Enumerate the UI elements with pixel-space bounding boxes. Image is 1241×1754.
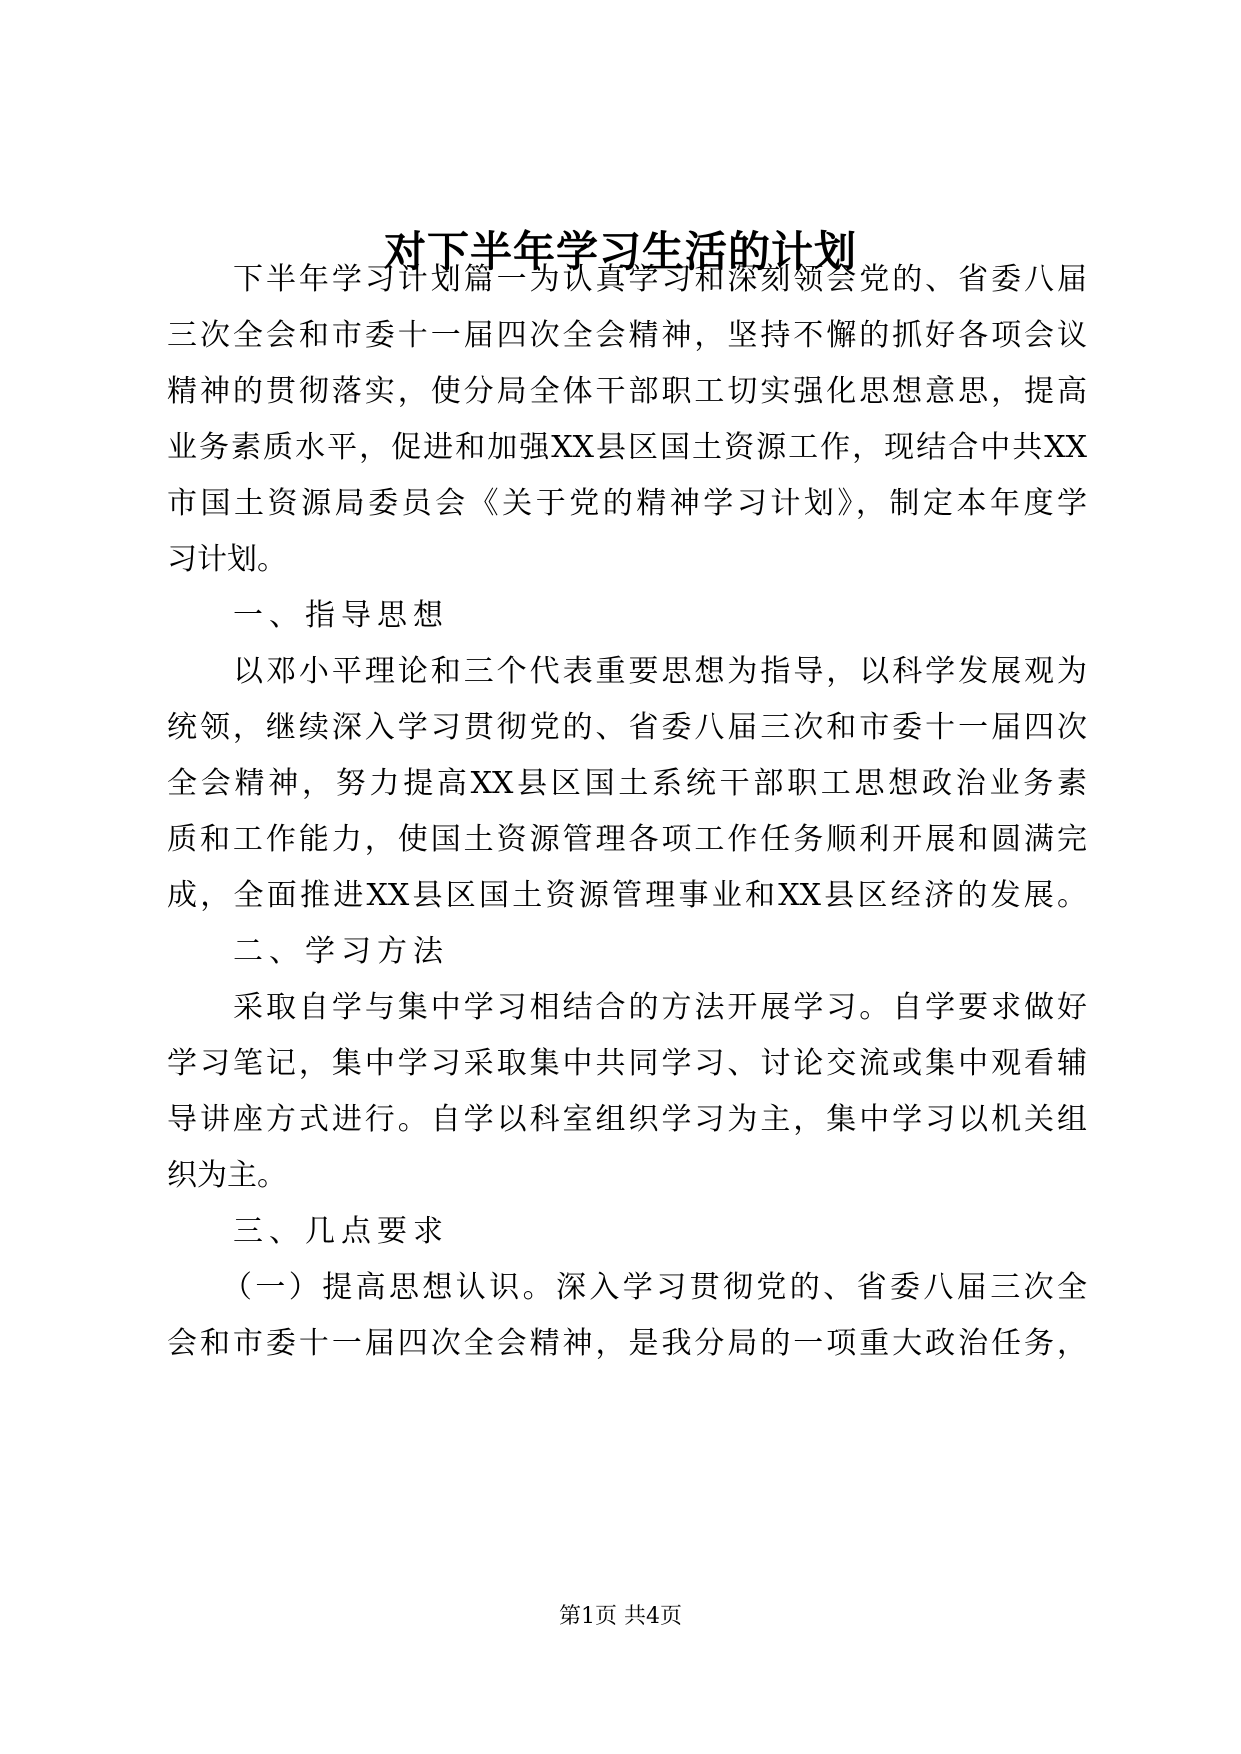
paragraph-line: 全会精神，努力提高XX县区国土系统干部职工思想政治业务素 — [167, 766, 1087, 801]
paragraph-line: 下半年学习计划篇一为认真学习和深刻领会党的、省委八届 — [233, 262, 1087, 297]
paragraph-line: （一）提高思想认识。深入学习贯彻党的、省委八届三次全 — [222, 1270, 1087, 1305]
paragraph-line: 质和工作能力，使国土资源管理各项工作任务顺利开展和圆满完 — [167, 822, 1087, 857]
section-heading: 一、指导思想 — [233, 598, 449, 633]
paragraph-line: 三次全会和市委十一届四次全会精神，坚持不懈的抓好各项会议 — [167, 318, 1087, 353]
paragraph-line: 成，全面推进XX县区国土资源管理事业和XX县区经济的发展。 — [167, 878, 1087, 913]
paragraph-line: 织为主。 — [167, 1158, 287, 1193]
paragraph-line: 学习笔记，集中学习采取集中共同学习、讨论交流或集中观看辅 — [167, 1046, 1087, 1081]
paragraph-line: 以邓小平理论和三个代表重要思想为指导，以科学发展观为 — [233, 654, 1087, 689]
paragraph-line: 导讲座方式进行。自学以科室组织学习为主，集中学习以机关组 — [167, 1102, 1087, 1137]
paragraph-line: 业务素质水平，促进和加强XX县区国土资源工作，现结合中共XX — [167, 430, 1087, 465]
paragraph-line: 会和市委十一届四次全会精神，是我分局的一项重大政治任务， — [167, 1326, 1087, 1361]
paragraph-line: 市国土资源局委员会《关于党的精神学习计划》，制定本年度学 — [167, 486, 1087, 521]
paragraph-line: 统领，继续深入学习贯彻党的、省委八届三次和市委十一届四次 — [167, 710, 1087, 745]
section-heading: 二、学习方法 — [233, 934, 449, 969]
paragraph-line: 采取自学与集中学习相结合的方法开展学习。自学要求做好 — [233, 990, 1087, 1025]
document-title: 对下半年学习生活的计划 — [383, 227, 857, 276]
section-heading: 三、几点要求 — [233, 1214, 449, 1249]
page-footer: 第1页 共4页 — [559, 1604, 682, 1629]
paragraph-line: 习计划。 — [167, 542, 287, 577]
paragraph-line: 精神的贯彻落实，使分局全体干部职工切实强化思想意思，提高 — [167, 374, 1087, 409]
